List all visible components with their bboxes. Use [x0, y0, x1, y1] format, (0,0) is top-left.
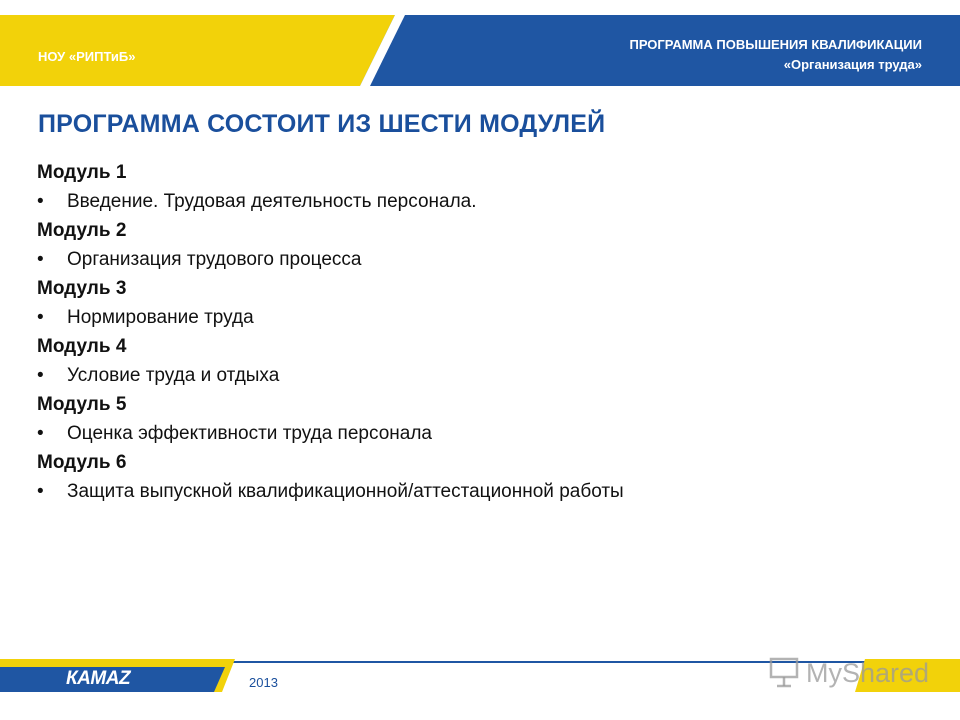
kamaz-logo: КАМАZ: [66, 668, 131, 689]
module-heading: Модуль 1: [37, 162, 127, 183]
module-item: [37, 303, 917, 332]
program-title-line2: «Организация труда»: [783, 57, 922, 72]
org-name: НОУ «РИПТиБ»: [38, 49, 136, 64]
bullet: •: [37, 481, 44, 502]
module-heading: Модуль 5: [37, 394, 127, 415]
module-item-text: Нормирование труда: [67, 307, 254, 328]
modules-list: [37, 158, 917, 506]
module-item: [37, 361, 917, 390]
module-item-text: Введение. Трудовая деятельность персонала.: [67, 191, 477, 212]
footer-year: 2013: [249, 675, 278, 690]
slide-header: [0, 0, 960, 86]
bullet: •: [37, 423, 44, 444]
module-heading: Модуль 4: [37, 336, 127, 357]
slide-title: ПРОГРАММА СОСТОИТ ИЗ ШЕСТИ МОДУЛЕЙ: [38, 110, 606, 138]
module-heading: Модуль 2: [37, 220, 127, 241]
program-title: [629, 35, 922, 75]
bullet: •: [37, 191, 44, 212]
bullet: •: [37, 307, 44, 328]
module-item: [37, 477, 917, 506]
bullet: •: [37, 249, 44, 270]
slide-footer: [0, 656, 960, 720]
watermark-text: MyShared: [806, 658, 930, 688]
module-item-text: Условие труда и отдыха: [67, 365, 280, 386]
watermark: [768, 656, 928, 692]
module-heading: Модуль 6: [37, 452, 127, 473]
program-title-line1: ПРОГРАММА ПОВЫШЕНИЯ КВАЛИФИКАЦИИ: [629, 37, 922, 52]
presentation-icon: [768, 656, 802, 688]
bullet: •: [37, 365, 44, 386]
module-item-text: Оценка эффективности труда персонала: [67, 423, 432, 444]
module-item-text: Организация трудового процесса: [67, 249, 362, 270]
module-heading: Модуль 3: [37, 278, 127, 299]
module-item: [37, 187, 917, 216]
module-item: [37, 245, 917, 274]
module-item-text: Защита выпускной квалификационной/аттестационной работы: [67, 481, 624, 502]
module-item: [37, 419, 917, 448]
